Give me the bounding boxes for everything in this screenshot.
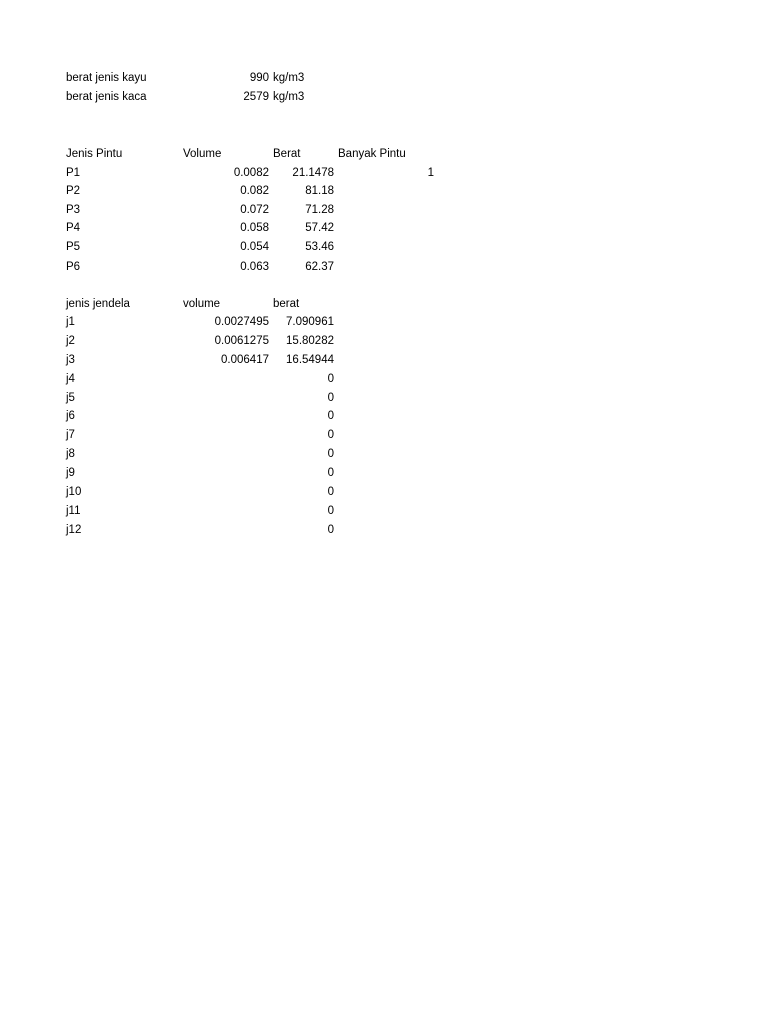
door-volume: 0.058 <box>240 222 269 234</box>
window-type: j5 <box>66 392 75 404</box>
windows-header-row <box>0 295 768 314</box>
window-volume <box>180 389 269 408</box>
constant-row-wood-density <box>0 69 768 88</box>
door-volume: 0.054 <box>240 241 269 253</box>
door-type: P1 <box>66 167 81 179</box>
window-volume <box>180 445 269 464</box>
table-row <box>0 407 768 426</box>
doors-header-type: Jenis Pintu <box>66 148 123 160</box>
door-count: 1 <box>427 167 434 179</box>
window-volume <box>180 483 269 502</box>
window-type: j12 <box>66 524 82 536</box>
window-weight: 0 <box>327 467 334 479</box>
constant-unit: kg/m3 <box>273 72 305 84</box>
window-type: j6 <box>66 410 75 422</box>
door-type: P3 <box>66 204 81 216</box>
window-weight: 7.090961 <box>286 316 334 328</box>
window-volume <box>180 407 269 426</box>
window-volume <box>180 502 269 521</box>
table-row <box>0 521 768 540</box>
window-weight: 0 <box>327 410 334 422</box>
door-type: P5 <box>66 241 81 253</box>
table-row <box>0 445 768 464</box>
table-row <box>0 502 768 521</box>
constant-row-glass-density <box>0 88 768 107</box>
window-weight: 15.80282 <box>286 335 334 347</box>
window-type: j8 <box>66 448 75 460</box>
windows-header-weight: berat <box>273 298 300 310</box>
constant-label: berat jenis kaca <box>66 91 147 103</box>
table-row <box>0 483 768 502</box>
table-row <box>0 164 768 183</box>
door-volume: 0.082 <box>240 185 269 197</box>
constant-value: 2579 <box>243 91 269 103</box>
doors-header-volume: Volume <box>183 148 222 160</box>
table-row <box>0 201 768 220</box>
window-type: j10 <box>66 486 82 498</box>
door-count <box>400 258 434 277</box>
window-type: j7 <box>66 429 75 441</box>
window-type: j9 <box>66 467 75 479</box>
table-row <box>0 332 768 351</box>
doors-header-count: Banyak Pintu <box>338 148 406 160</box>
windows-header-type: jenis jendela <box>66 298 130 310</box>
door-weight: 81.18 <box>305 185 334 197</box>
window-volume: 0.0027495 <box>214 316 269 328</box>
door-weight: 62.37 <box>305 261 334 273</box>
window-weight: 0 <box>327 373 334 385</box>
doors-header-weight: Berat <box>273 148 301 160</box>
door-count <box>400 201 434 220</box>
table-row <box>0 182 768 201</box>
window-weight: 0 <box>327 429 334 441</box>
window-volume: 0.0061275 <box>214 335 269 347</box>
door-type: P6 <box>66 261 81 273</box>
door-weight: 71.28 <box>305 204 334 216</box>
window-volume <box>180 370 269 389</box>
door-volume: 0.063 <box>240 261 269 273</box>
windows-header-volume: volume <box>183 298 221 310</box>
door-volume: 0.072 <box>240 204 269 216</box>
table-row <box>0 219 768 238</box>
door-weight: 21.1478 <box>292 167 334 179</box>
window-type: j1 <box>66 316 75 328</box>
table-row <box>0 258 768 277</box>
window-weight: 0 <box>327 505 334 517</box>
door-type: P4 <box>66 222 81 234</box>
table-row <box>0 313 768 332</box>
constant-unit: kg/m3 <box>273 91 305 103</box>
window-type: j2 <box>66 335 75 347</box>
window-volume <box>180 464 269 483</box>
constant-value: 990 <box>249 72 269 84</box>
door-count <box>400 238 434 257</box>
window-weight: 0 <box>327 486 334 498</box>
window-weight: 16.54944 <box>286 354 334 366</box>
door-type: P2 <box>66 185 81 197</box>
door-count <box>400 182 434 201</box>
doors-header-row <box>0 145 768 164</box>
constant-label: berat jenis kayu <box>66 72 147 84</box>
window-volume <box>180 521 269 540</box>
door-volume: 0.0082 <box>233 167 269 179</box>
table-row <box>0 351 768 370</box>
door-weight: 57.42 <box>305 222 334 234</box>
table-row <box>0 238 768 257</box>
window-type: j3 <box>66 354 75 366</box>
door-count <box>400 219 434 238</box>
table-row <box>0 370 768 389</box>
window-type: j4 <box>66 373 75 385</box>
door-weight: 53.46 <box>305 241 334 253</box>
table-row <box>0 426 768 445</box>
table-row <box>0 389 768 408</box>
window-volume: 0.006417 <box>221 354 269 366</box>
window-type: j11 <box>66 505 81 517</box>
table-row <box>0 464 768 483</box>
window-weight: 0 <box>327 524 334 536</box>
window-volume <box>180 426 269 445</box>
window-weight: 0 <box>327 448 334 460</box>
window-weight: 0 <box>327 392 334 404</box>
